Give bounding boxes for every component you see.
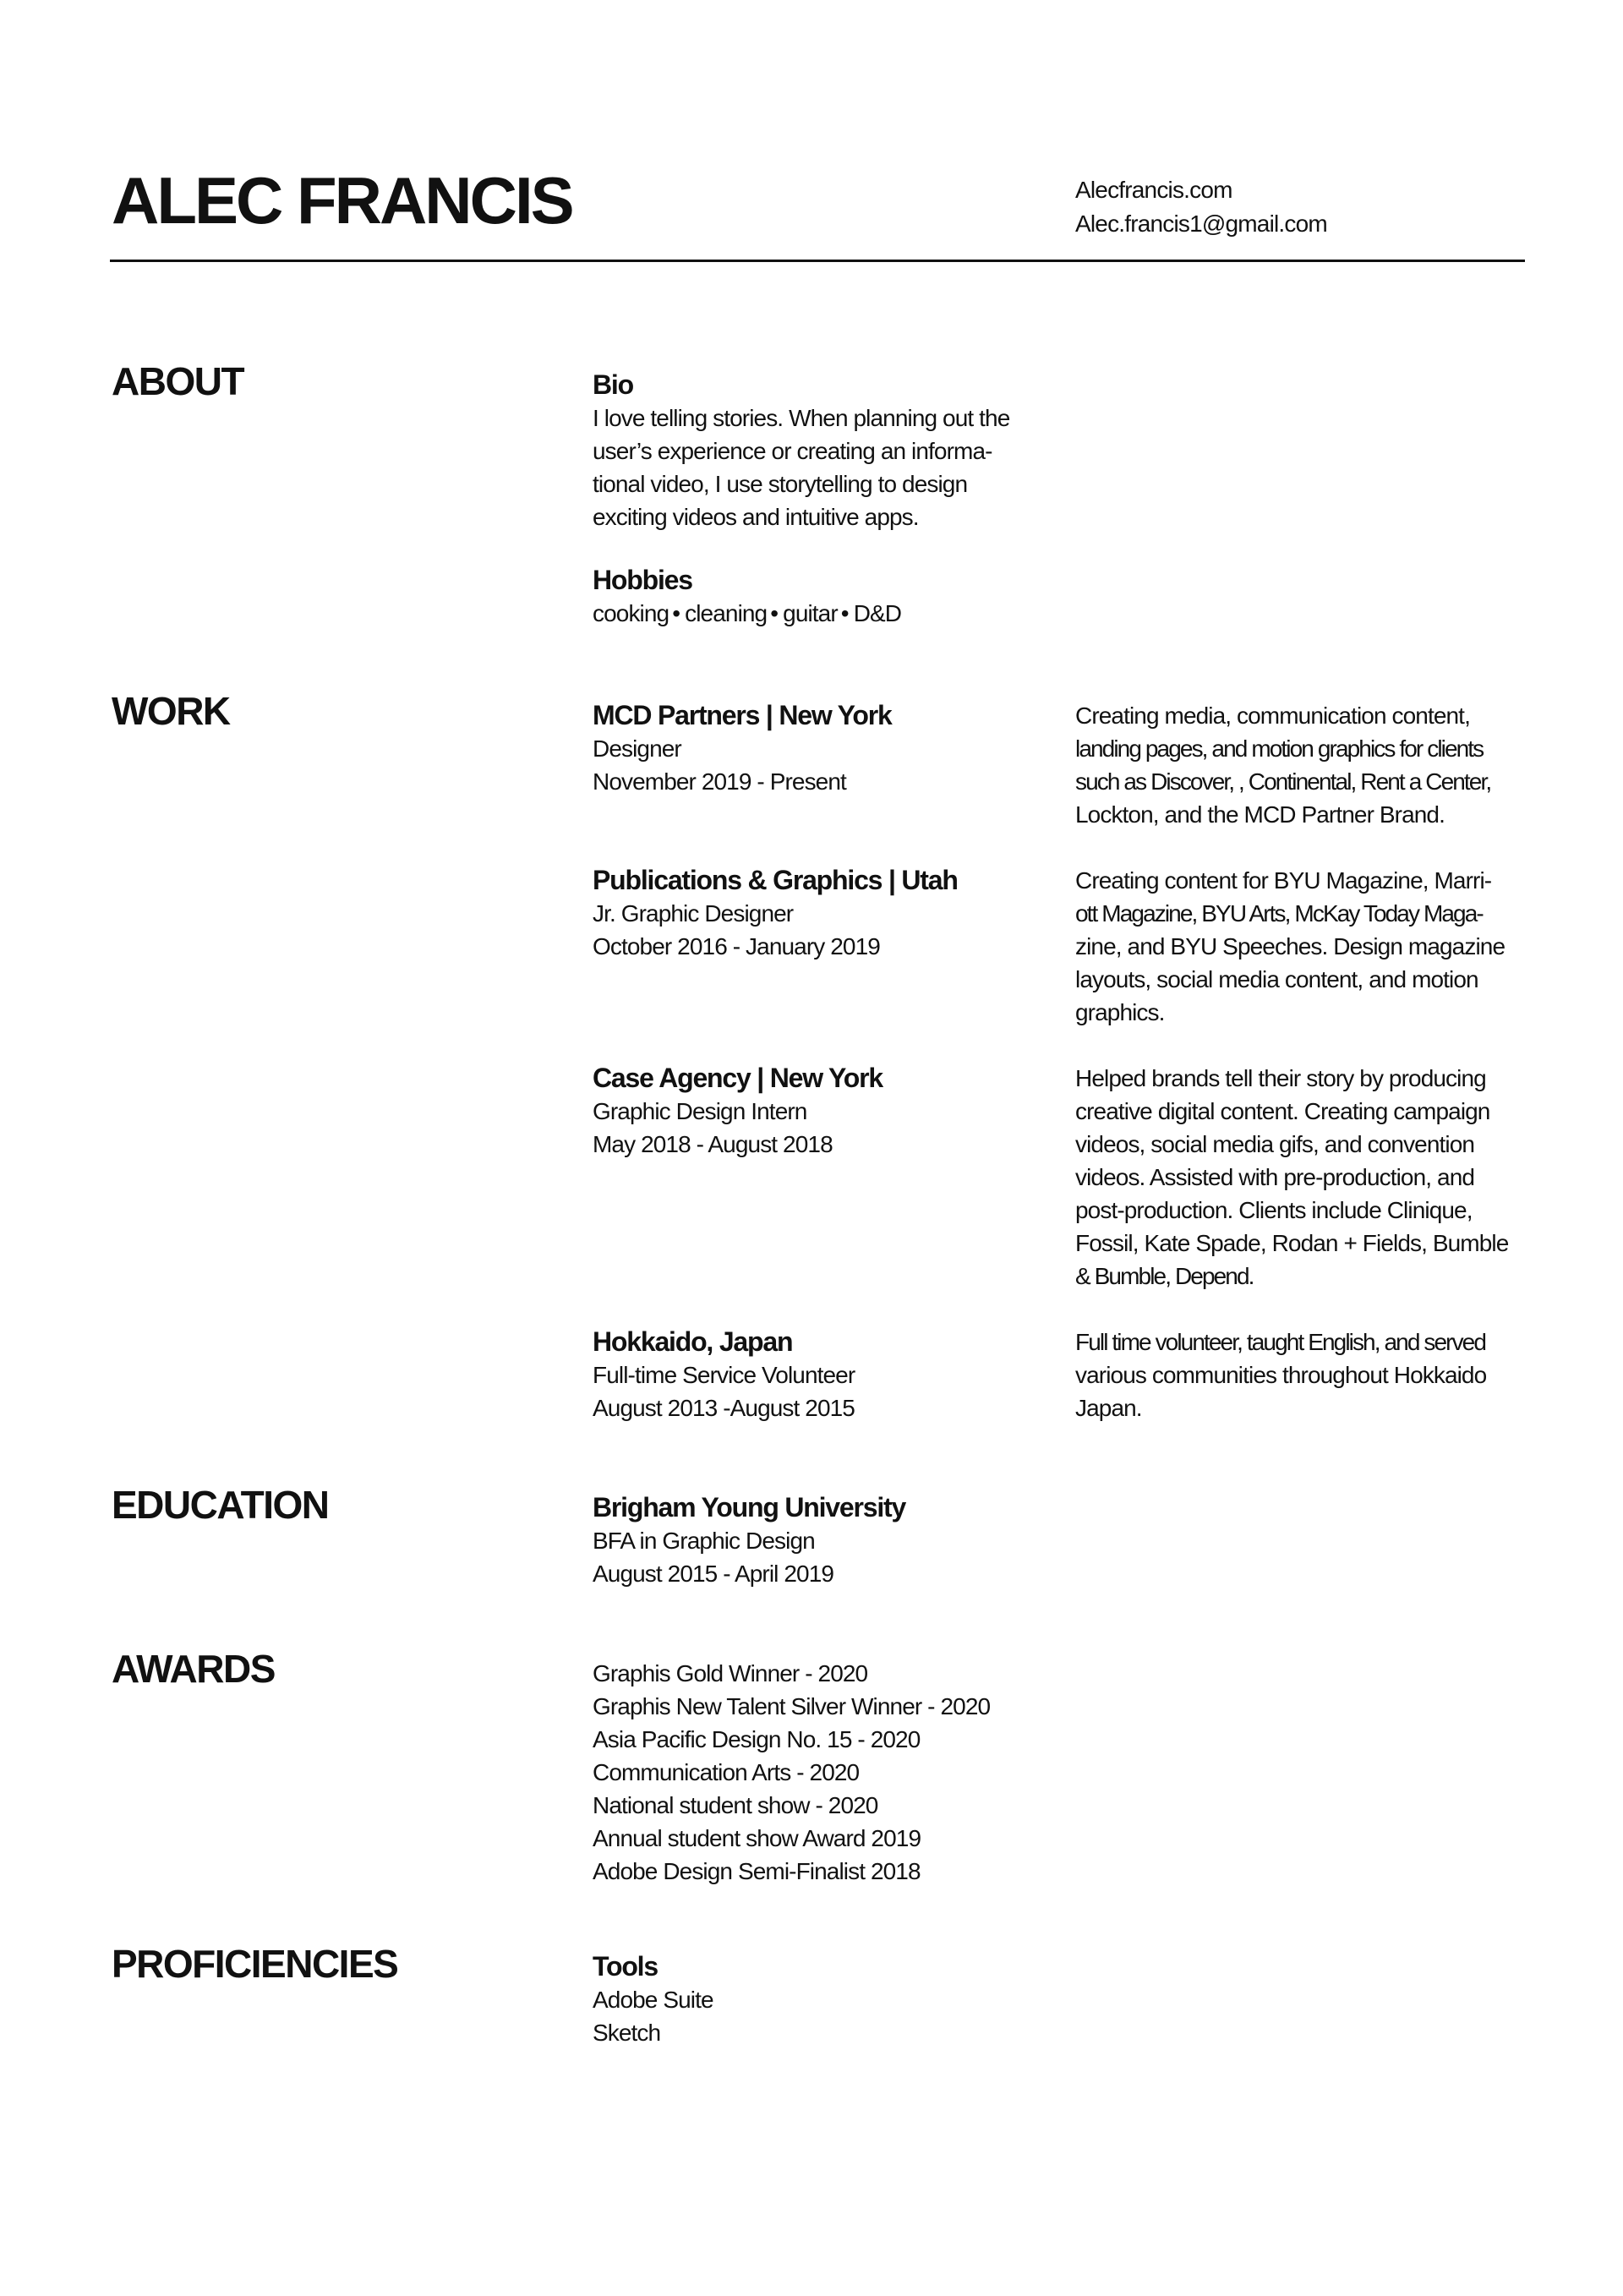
award-item: Asia Pacific Design No. 15 - 2020	[593, 1726, 921, 1752]
job-dates: May 2018 - August 2018	[593, 1131, 833, 1157]
description-line: & Bumble, Depend.	[1075, 1263, 1254, 1289]
section-title-work: WORK	[112, 689, 230, 733]
award-item: Communication Arts - 2020	[593, 1759, 860, 1785]
job-description	[1075, 1326, 1532, 1424]
hobby-item: D&D	[853, 600, 902, 626]
bullet-separator: •	[840, 600, 849, 626]
school-name: Brigham Young University	[593, 1492, 906, 1522]
award-item: Graphis Gold Winner - 2020	[593, 1660, 868, 1686]
hobbies-heading: Hobbies	[593, 565, 692, 595]
email-link[interactable]: Alec.francis1@gmail.com	[1075, 210, 1327, 237]
website-link[interactable]: Alecfrancis.com	[1075, 177, 1232, 203]
job-role: Designer	[593, 735, 681, 762]
description-line: videos, social media gifs, and convention	[1075, 1131, 1475, 1157]
tools-heading: Tools	[593, 1951, 658, 1982]
degree: BFA in Graphic Design	[593, 1528, 815, 1554]
job-entry	[593, 1062, 1049, 1161]
bio-line: user’s experience or creating an informa-	[593, 438, 992, 464]
description-line: graphics.	[1075, 999, 1165, 1025]
job-entry	[593, 1326, 1049, 1424]
job-dates: November 2019 - Present	[593, 768, 846, 795]
hobby-item: guitar	[783, 600, 838, 626]
description-line: Helped brands tell their story by producing	[1075, 1065, 1486, 1091]
tool-item: Adobe Suite	[593, 1987, 713, 2013]
description-line: Fossil, Kate Spade, Rodan + Fields, Bumble	[1075, 1230, 1509, 1256]
job-role: Full-time Service Volunteer	[593, 1362, 855, 1388]
header-divider	[110, 260, 1525, 262]
bullet-separator: •	[770, 600, 779, 626]
section-title-awards: AWARDS	[112, 1647, 275, 1691]
description-line: Creating content for BYU Magazine, Marri-	[1075, 867, 1492, 894]
job-entry	[593, 699, 1049, 798]
bio-line: tional video, I use storytelling to design	[593, 471, 968, 497]
award-item: Graphis New Talent Silver Winner - 2020	[593, 1693, 991, 1719]
description-line: zine, and BYU Speeches. Design magazine	[1075, 933, 1506, 959]
job-description	[1075, 1062, 1532, 1293]
bullet-separator: •	[672, 600, 680, 626]
description-line: Full time volunteer, taught English, and served	[1075, 1329, 1486, 1355]
job-company: Publications & Graphics | Utah	[593, 865, 958, 895]
job-company: Hokkaido, Japan	[593, 1326, 793, 1357]
job-company: Case Agency | New York	[593, 1063, 883, 1093]
description-line: Creating media, communication content,	[1075, 702, 1470, 729]
description-line: layouts, social media content, and motion	[1075, 966, 1478, 992]
hobbies-list	[593, 597, 1049, 630]
job-description	[1075, 864, 1532, 1029]
awards-list	[593, 1657, 1049, 1888]
bio-line: exciting videos and intuitive apps.	[593, 504, 919, 530]
education-dates: August 2015 - April 2019	[593, 1561, 834, 1587]
tool-item: Sketch	[593, 2020, 661, 2046]
section-title-proficiencies: PROFICIENCIES	[112, 1942, 398, 1986]
about-block	[593, 369, 1049, 630]
description-line: videos. Assisted with pre-production, and	[1075, 1164, 1475, 1190]
job-dates: October 2016 - January 2019	[593, 933, 880, 959]
description-line: such as Discover, , Continental, Rent a Center,	[1075, 768, 1491, 795]
description-line: various communities throughout Hokkaido	[1075, 1362, 1487, 1388]
job-company: MCD Partners | New York	[593, 700, 892, 730]
hobby-item: cleaning	[685, 600, 768, 626]
job-entry	[593, 864, 1049, 963]
description-line: ott Magazine, BYU Arts, McKay Today Maga-	[1075, 900, 1483, 927]
job-description	[1075, 699, 1532, 831]
description-line: landing pages, and motion graphics for clients	[1075, 735, 1484, 762]
job-dates: August 2013 -August 2015	[593, 1395, 855, 1421]
bio-line: I love telling stories. When planning out the	[593, 405, 1010, 431]
education-block	[593, 1491, 1049, 1590]
contact-info	[1075, 173, 1327, 241]
award-item: Annual student show Award 2019	[593, 1825, 921, 1851]
description-line: Japan.	[1075, 1395, 1142, 1421]
description-line: Lockton, and the MCD Partner Brand.	[1075, 801, 1445, 828]
section-title-about: ABOUT	[112, 359, 244, 403]
description-line: creative digital content. Creating campaign	[1075, 1098, 1490, 1124]
resume-name: ALEC FRANCIS	[112, 163, 572, 238]
proficiencies-block	[593, 1950, 1049, 2049]
award-item: National student show - 2020	[593, 1792, 878, 1818]
description-line: post-production. Clients include Clinique,	[1075, 1197, 1473, 1223]
job-role: Jr. Graphic Designer	[593, 900, 794, 927]
hobby-item: cooking	[593, 600, 669, 626]
bio-heading: Bio	[593, 369, 633, 400]
job-role: Graphic Design Intern	[593, 1098, 807, 1124]
award-item: Adobe Design Semi-Finalist 2018	[593, 1858, 921, 1884]
section-title-education: EDUCATION	[112, 1483, 329, 1527]
